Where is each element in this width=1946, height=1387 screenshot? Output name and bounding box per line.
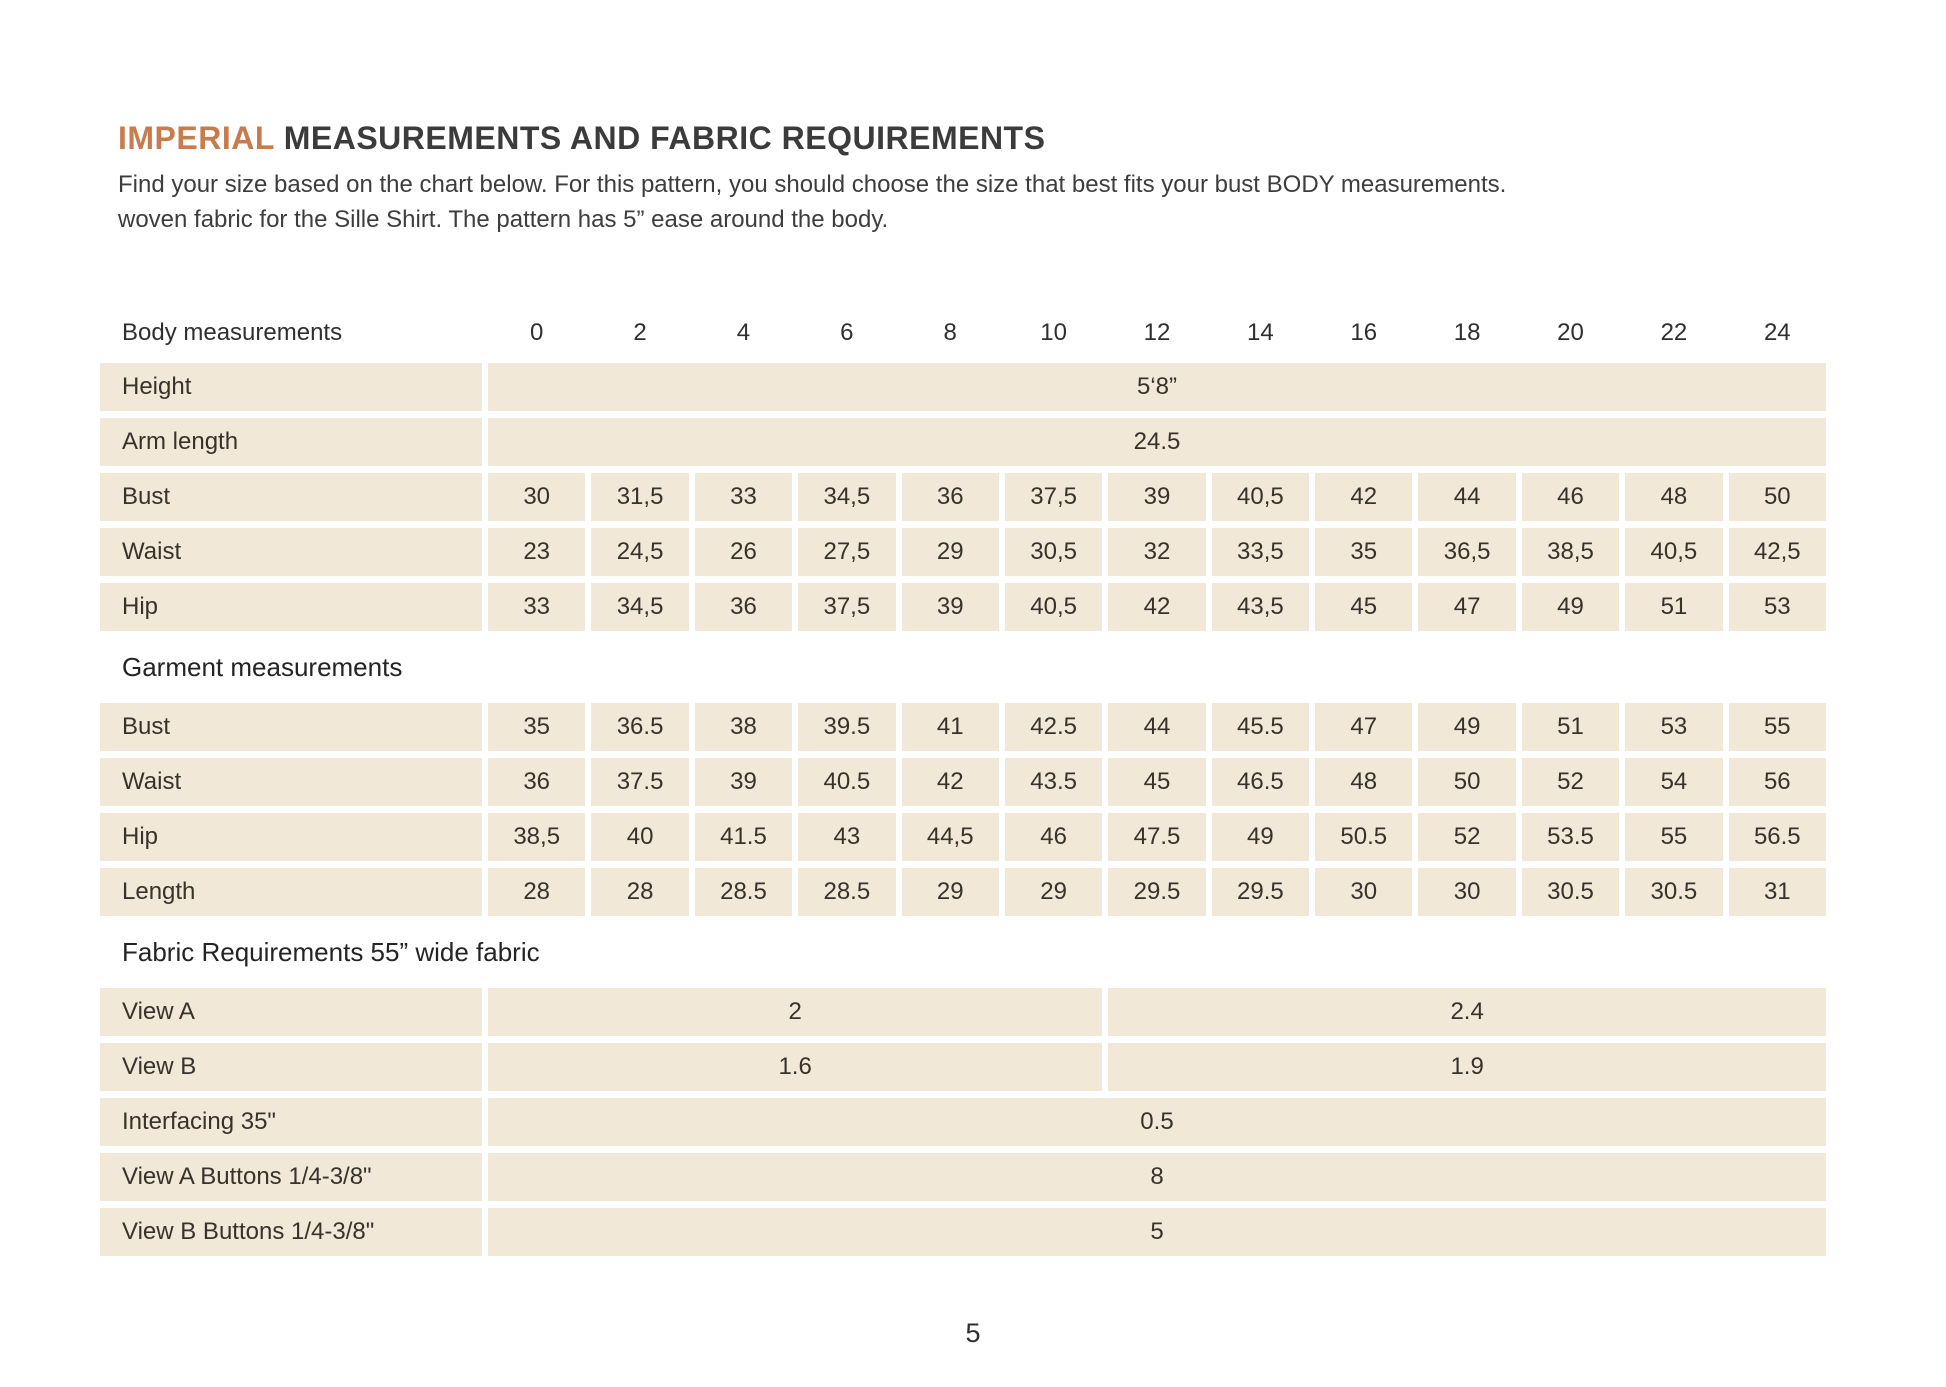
row-label: Bust	[100, 473, 482, 521]
value-cell: 40,5	[1625, 528, 1722, 576]
value-cell: 41	[902, 703, 999, 751]
value-cell: 40,5	[1212, 473, 1309, 521]
value-cell: 31	[1729, 868, 1826, 916]
row-label: Waist	[100, 758, 482, 806]
value-cell: 30.5	[1625, 868, 1722, 916]
row-label: Length	[100, 868, 482, 916]
page-title-rest: MEASUREMENTS AND FABRIC REQUIREMENTS	[274, 120, 1046, 156]
value-cell: 47	[1315, 703, 1412, 751]
value-cell: 49	[1522, 583, 1619, 631]
value-cell: 34,5	[591, 583, 688, 631]
value-cell: 44	[1108, 703, 1205, 751]
value-cell: 42	[1108, 583, 1205, 631]
value-cell: 30.5	[1522, 868, 1619, 916]
row-label: View B	[100, 1043, 482, 1091]
value-cell: 30	[1315, 868, 1412, 916]
size-header-cell: 10	[1040, 319, 1067, 346]
value-cell: 49	[1418, 703, 1515, 751]
value-cell: 36	[902, 473, 999, 521]
value-cell: 50	[1418, 758, 1515, 806]
size-header-cell: 20	[1557, 319, 1584, 346]
value-cell: 33,5	[1212, 528, 1309, 576]
span-value-cell-left: 1.6	[488, 1043, 1102, 1091]
value-cell: 46	[1005, 813, 1102, 861]
value-cell: 53	[1625, 703, 1722, 751]
size-header-cell: 14	[1247, 319, 1274, 346]
value-cell: 48	[1625, 473, 1722, 521]
section-header-garment: Garment measurements	[122, 651, 403, 682]
value-cell: 32	[1108, 528, 1205, 576]
value-cell: 36,5	[1418, 528, 1515, 576]
value-cell: 23	[488, 528, 585, 576]
section-header-fabric: Fabric Requirements 55” wide fabric	[122, 936, 540, 967]
value-cell: 39.5	[798, 703, 895, 751]
value-cell: 43,5	[1212, 583, 1309, 631]
value-cell: 50.5	[1315, 813, 1412, 861]
value-cell: 36	[488, 758, 585, 806]
value-cell: 35	[1315, 528, 1412, 576]
value-cell: 30	[488, 473, 585, 521]
row-label: View B Buttons 1/4-3/8"	[100, 1208, 482, 1256]
row-label: Arm length	[100, 418, 482, 466]
value-cell: 56.5	[1729, 813, 1826, 861]
row-label: Waist	[100, 528, 482, 576]
value-cell: 51	[1625, 583, 1722, 631]
value-cell: 35	[488, 703, 585, 751]
value-cell: 31,5	[591, 473, 688, 521]
page-number: 5	[965, 1318, 981, 1348]
span-value-cell-right: 1.9	[1108, 1043, 1826, 1091]
value-cell: 48	[1315, 758, 1412, 806]
span-value-cell: 0.5	[488, 1098, 1826, 1146]
value-cell: 53	[1729, 583, 1826, 631]
size-table	[100, 310, 1826, 1256]
size-header-cell: 24	[1763, 319, 1791, 346]
value-cell: 51	[1522, 703, 1619, 751]
intro-paragraph	[118, 167, 1858, 237]
value-cell: 41.5	[695, 813, 792, 861]
value-cell: 40,5	[1005, 583, 1102, 631]
row-label: View A	[100, 988, 482, 1036]
value-cell: 37,5	[798, 583, 895, 631]
span-value-cell: 24.5	[488, 418, 1826, 466]
value-cell: 28	[591, 868, 688, 916]
size-header-cell: 6	[840, 319, 854, 346]
value-cell: 33	[488, 583, 585, 631]
row-label: Interfacing 35"	[100, 1098, 482, 1146]
value-cell: 46	[1522, 473, 1619, 521]
value-cell: 24,5	[591, 528, 688, 576]
value-cell: 36	[695, 583, 792, 631]
size-header-cell: 22	[1660, 319, 1688, 346]
size-header-cell: 8	[943, 319, 957, 346]
value-cell: 28	[488, 868, 585, 916]
size-header-cell: 12	[1143, 319, 1171, 346]
span-value-cell: 5	[488, 1208, 1826, 1256]
value-cell: 38	[695, 703, 792, 751]
value-cell: 39	[902, 583, 999, 631]
value-cell: 47.5	[1108, 813, 1205, 861]
value-cell: 52	[1522, 758, 1619, 806]
value-cell: 47	[1418, 583, 1515, 631]
value-cell: 55	[1625, 813, 1722, 861]
value-cell: 26	[695, 528, 792, 576]
value-cell: 29	[1005, 868, 1102, 916]
value-cell: 44,5	[902, 813, 999, 861]
value-cell: 30	[1418, 868, 1515, 916]
value-cell: 37.5	[591, 758, 688, 806]
value-cell: 44	[1418, 473, 1515, 521]
intro-line-1: Find your size based on the chart below. For this pattern, you should choose the size that best fits your bust BODY measurements.	[118, 171, 1507, 198]
page-title-accent: IMPERIAL	[118, 120, 275, 156]
value-cell: 34,5	[798, 473, 895, 521]
value-cell: 55	[1729, 703, 1826, 751]
row-label: Bust	[100, 703, 482, 751]
value-cell: 42,5	[1729, 528, 1826, 576]
value-cell: 42	[902, 758, 999, 806]
size-header-cell: 2	[633, 319, 647, 346]
value-cell: 30,5	[1005, 528, 1102, 576]
value-cell: 33	[695, 473, 792, 521]
value-cell: 40	[591, 813, 688, 861]
value-cell: 39	[1108, 473, 1205, 521]
value-cell: 36.5	[591, 703, 688, 751]
span-value-cell: 5‘8”	[488, 363, 1826, 411]
row-label: Hip	[100, 813, 482, 861]
value-cell: 50	[1729, 473, 1826, 521]
intro-line-2: woven fabric for the Sille Shirt. The pattern has 5” ease around the body.	[118, 206, 889, 233]
value-cell: 42.5	[1005, 703, 1102, 751]
value-cell: 38,5	[488, 813, 585, 861]
span-value-cell: 8	[488, 1153, 1826, 1201]
value-cell: 43.5	[1005, 758, 1102, 806]
value-cell: 45	[1315, 583, 1412, 631]
value-cell: 27,5	[798, 528, 895, 576]
value-cell: 40.5	[798, 758, 895, 806]
value-cell: 29.5	[1108, 868, 1205, 916]
span-value-cell-right: 2.4	[1108, 988, 1826, 1036]
table-header-label: Body measurements	[122, 319, 343, 346]
value-cell: 45	[1108, 758, 1205, 806]
value-cell: 39	[695, 758, 792, 806]
value-cell: 38,5	[1522, 528, 1619, 576]
size-header-cell: 4	[736, 319, 751, 346]
value-cell: 54	[1625, 758, 1722, 806]
value-cell: 49	[1212, 813, 1309, 861]
value-cell: 42	[1315, 473, 1412, 521]
value-cell: 29.5	[1212, 868, 1309, 916]
value-cell: 43	[798, 813, 895, 861]
size-header-cell: 16	[1350, 319, 1378, 346]
span-value-cell-left: 2	[488, 988, 1102, 1036]
row-label: View A Buttons 1/4-3/8"	[100, 1153, 482, 1201]
value-cell: 56	[1729, 758, 1826, 806]
value-cell: 28.5	[695, 868, 792, 916]
size-header-cell: 18	[1453, 319, 1481, 346]
value-cell: 29	[902, 528, 999, 576]
size-header-cell: 0	[530, 319, 544, 346]
value-cell: 28.5	[798, 868, 895, 916]
header-block	[118, 120, 1858, 237]
value-cell: 29	[902, 868, 999, 916]
value-cell: 45.5	[1212, 703, 1309, 751]
value-cell: 53.5	[1522, 813, 1619, 861]
value-cell: 52	[1418, 813, 1515, 861]
page-title	[118, 120, 1858, 157]
row-label: Height	[100, 363, 482, 411]
row-label: Hip	[100, 583, 482, 631]
value-cell: 46.5	[1212, 758, 1309, 806]
value-cell: 37,5	[1005, 473, 1102, 521]
